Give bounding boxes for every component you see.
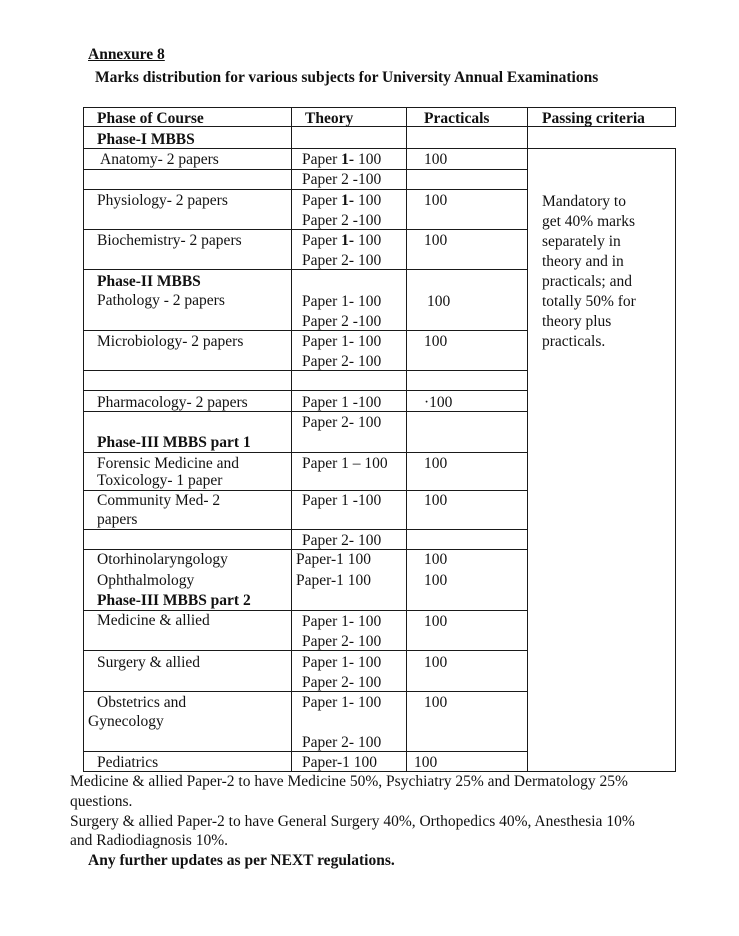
note-medicine-line1: Medicine & allied Paper-2 to have Medicine 50%, Psychiatry 25% and Dermatology 25% xyxy=(70,773,628,790)
passing-criteria-line3: separately in xyxy=(542,233,621,250)
passing-criteria-line4: theory and in xyxy=(542,253,624,270)
theory-medicine-paper1: Paper 1- 100 xyxy=(302,613,382,630)
practicals-otorhinolaryngology: 100 xyxy=(424,551,448,568)
theory-forensic: Paper 1 – 100 xyxy=(302,455,388,472)
phase-1-heading: Phase-I MBBS xyxy=(97,131,195,148)
subject-medicine: Medicine & allied xyxy=(97,612,210,629)
subject-obstetrics-line2: Gynecology xyxy=(88,713,164,730)
subject-pathology: Pathology - 2 papers xyxy=(97,292,225,309)
document-title: Marks distribution for various subjects for University Annual Examinations xyxy=(95,69,599,86)
phase-2-heading: Phase-II MBBS xyxy=(97,273,201,290)
theory-obstetrics-paper2: Paper 2- 100 xyxy=(302,734,382,751)
passing-criteria-line8: practicals. xyxy=(542,333,606,350)
subject-biochemistry: Biochemistry- 2 papers xyxy=(97,232,242,249)
theory-pharmacology-paper1: Paper 1 -100 xyxy=(302,394,382,411)
practicals-pharmacology: ·100 xyxy=(424,394,453,411)
theory-pediatrics: Paper-1 100 xyxy=(302,754,378,771)
theory-biochemistry-paper1: Paper 1- 100 xyxy=(302,232,382,249)
subject-pharmacology: Pharmacology- 2 papers xyxy=(97,394,248,411)
header-theory: Theory xyxy=(305,110,354,127)
theory-otorhinolaryngology: Paper-1 100 xyxy=(296,551,372,568)
note-surgery-line1: Surgery & allied Paper-2 to have General Surgery 40%, Orthopedics 40%, Anesthesia 10% xyxy=(70,813,635,830)
phase-3-part-1-heading: Phase-III MBBS part 1 xyxy=(97,434,251,451)
theory-pharmacology-paper2: Paper 2- 100 xyxy=(302,414,382,431)
note-further-updates: Any further updates as per NEXT regulations. xyxy=(88,852,395,869)
subject-microbiology: Microbiology- 2 papers xyxy=(97,333,244,350)
theory-community-paper1: Paper 1 -100 xyxy=(302,492,382,509)
subject-surgery: Surgery & allied xyxy=(97,654,201,671)
theory-surgery-paper1: Paper 1- 100 xyxy=(302,654,382,671)
phase-3-part-2-heading: Phase-III MBBS part 2 xyxy=(97,592,251,609)
note-medicine-line2: questions. xyxy=(70,793,133,810)
practicals-medicine: 100 xyxy=(424,613,448,630)
theory-pathology-paper1: Paper 1- 100 xyxy=(302,293,382,310)
theory-community-paper2: Paper 2- 100 xyxy=(302,532,382,549)
practicals-pediatrics: 100 xyxy=(414,754,438,771)
practicals-community: 100 xyxy=(424,492,448,509)
passing-criteria-line6: totally 50% for xyxy=(542,293,636,310)
practicals-anatomy: 100 xyxy=(424,151,448,168)
subject-otorhinolaryngology: Otorhinolaryngology xyxy=(97,551,228,568)
passing-criteria-line1: Mandatory to xyxy=(542,193,626,210)
theory-surgery-paper2: Paper 2- 100 xyxy=(302,674,382,691)
subject-anatomy: Anatomy- 2 papers xyxy=(100,151,219,168)
practicals-biochemistry: 100 xyxy=(424,232,448,249)
practicals-obstetrics: 100 xyxy=(424,694,448,711)
theory-pathology-paper2: Paper 2 -100 xyxy=(302,313,382,330)
subject-community-line2: papers xyxy=(97,511,138,528)
theory-ophthalmology: Paper-1 100 xyxy=(296,572,372,589)
practicals-physiology: 100 xyxy=(424,192,448,209)
practicals-forensic: 100 xyxy=(424,455,448,472)
theory-anatomy-paper1: Paper 1- 100 xyxy=(302,151,382,168)
annexure-label: Annexure 8 xyxy=(88,46,165,63)
header-phase-of-course: Phase of Course xyxy=(97,110,204,127)
practicals-microbiology: 100 xyxy=(424,333,448,350)
theory-biochemistry-paper2: Paper 2- 100 xyxy=(302,252,382,269)
passing-criteria-line7: theory plus xyxy=(542,313,612,330)
theory-anatomy-paper2: Paper 2 -100 xyxy=(302,171,382,188)
subject-community-line1: Community Med- 2 xyxy=(97,492,221,509)
subject-pediatrics: Pediatrics xyxy=(97,754,159,771)
subject-ophthalmology: Ophthalmology xyxy=(97,572,195,589)
passing-criteria-line5: practicals; and xyxy=(542,273,632,290)
subject-forensic-line2: Toxicology- 1 paper xyxy=(97,472,223,489)
theory-physiology-paper1: Paper 1- 100 xyxy=(302,192,382,209)
theory-obstetrics-paper1: Paper 1- 100 xyxy=(302,694,382,711)
subject-obstetrics-line1: Obstetrics and xyxy=(97,694,187,711)
header-passing-criteria: Passing criteria xyxy=(542,110,645,127)
note-surgery-line2: and Radiodiagnosis 10%. xyxy=(70,832,228,849)
subject-physiology: Physiology- 2 papers xyxy=(97,192,228,209)
practicals-pathology: 100 xyxy=(427,293,451,310)
theory-microbiology-paper2: Paper 2- 100 xyxy=(302,353,382,370)
theory-microbiology-paper1: Paper 1- 100 xyxy=(302,333,382,350)
passing-criteria-line2: get 40% marks xyxy=(542,213,635,230)
theory-medicine-paper2: Paper 2- 100 xyxy=(302,633,382,650)
header-practicals: Practicals xyxy=(424,110,490,127)
practicals-ophthalmology: 100 xyxy=(424,572,448,589)
theory-physiology-paper2: Paper 2 -100 xyxy=(302,212,382,229)
subject-forensic-line1: Forensic Medicine and xyxy=(97,455,240,472)
practicals-surgery: 100 xyxy=(424,654,448,671)
